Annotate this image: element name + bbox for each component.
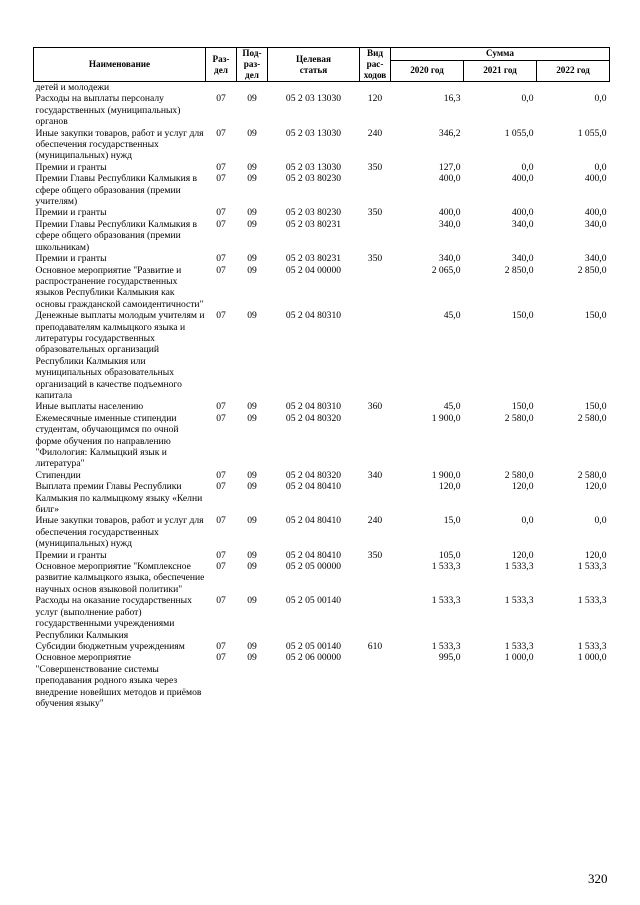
row-2022-cell: 400,0 xyxy=(584,207,607,219)
row-podrazdel-cell: 09 xyxy=(247,207,257,219)
row-vid-cell xyxy=(360,413,391,470)
row-podrazdel-cell: 09 xyxy=(247,264,257,276)
row-2022-cell: 150,0 xyxy=(584,401,607,413)
row-2022-cell: 0,0 xyxy=(594,93,607,105)
row-vid-cell xyxy=(360,265,391,311)
table-row xyxy=(34,515,610,549)
row-2022-cell: 0,0 xyxy=(594,161,607,173)
row-name-cell: Основное мероприятие "Развитие и распространение государственных языков Республики Калмыкия как основы гражданской самоидентичности" xyxy=(35,264,204,310)
row-target-cell: 05 2 04 80310 xyxy=(285,401,342,413)
row-razdel-cell: 07 xyxy=(216,561,226,573)
row-vid-cell: 360 xyxy=(367,401,383,413)
row-name-cell: Основное мероприятие "Комплексное развитие калмыцкого языка, обеспечение научных основ языковой политики" xyxy=(35,561,205,595)
col-2020-header: 2020 год xyxy=(391,60,464,81)
row-podrazdel-cell: 09 xyxy=(247,161,257,173)
table-row xyxy=(34,641,610,652)
row-podrazdel-cell: 09 xyxy=(247,549,257,561)
row-podrazdel-cell: 09 xyxy=(247,173,257,185)
row-name-cell: Выплата премии Главы Республики Калмыкия по калмыцкому языку «Келни билг» xyxy=(35,481,203,516)
table-row xyxy=(34,265,610,311)
row-name-cell: Субсидии бюджетным учреждениям xyxy=(35,640,185,652)
row-razdel-cell: 07 xyxy=(216,595,226,607)
row-2020-cell: 340,0 xyxy=(438,218,461,230)
row-razdel-cell: 07 xyxy=(216,640,226,652)
row-vid-cell xyxy=(360,481,391,515)
table-row xyxy=(34,219,610,253)
row-vid-cell xyxy=(360,652,391,709)
row-name-cell: Стипендии xyxy=(35,469,81,481)
row-2020-cell: 1 900,0 xyxy=(431,412,461,424)
row-target-cell: 05 2 05 00140 xyxy=(285,640,342,652)
row-vid-cell: 350 xyxy=(367,207,383,219)
row-razdel-cell: 07 xyxy=(216,481,226,493)
row-2020-cell: 120,0 xyxy=(438,481,461,493)
row-2022-cell: 120,0 xyxy=(584,549,607,561)
row-vid-cell xyxy=(360,173,391,207)
row-podrazdel-cell xyxy=(237,82,268,94)
row-podrazdel-cell: 09 xyxy=(247,652,257,664)
row-target-cell: 05 2 03 80230 xyxy=(285,207,342,219)
col-sum-header: Сумма xyxy=(391,48,610,61)
page-number: 320 xyxy=(588,871,608,886)
row-target-cell: 05 2 04 80410 xyxy=(285,549,342,561)
row-2022-cell: 2 580,0 xyxy=(577,469,607,481)
row-razdel-cell: 07 xyxy=(216,161,226,173)
col-podrazdel-header: Под- раз- дел xyxy=(237,48,268,82)
row-podrazdel-cell: 09 xyxy=(247,561,257,573)
row-podrazdel-cell: 09 xyxy=(247,481,257,493)
row-target-cell: 05 2 04 80320 xyxy=(285,469,342,481)
row-target-cell: 05 2 03 80230 xyxy=(285,173,342,185)
table-body xyxy=(34,82,610,710)
row-target-cell: 05 2 04 80410 xyxy=(285,515,342,527)
row-2020-cell: 346,2 xyxy=(438,127,461,139)
row-2020-cell: 1 533,3 xyxy=(431,640,461,652)
row-2021-cell: 120,0 xyxy=(511,549,534,561)
row-2022-cell: 1 533,3 xyxy=(577,595,607,607)
row-2020-cell: 340,0 xyxy=(438,253,461,265)
table-row xyxy=(34,173,610,207)
row-podrazdel-cell: 09 xyxy=(247,93,257,105)
table-row xyxy=(34,595,610,641)
row-vid-cell: 610 xyxy=(367,640,383,652)
row-2021-cell: 2 850,0 xyxy=(504,264,534,276)
row-razdel-cell xyxy=(206,82,237,94)
row-razdel-cell: 07 xyxy=(216,93,226,105)
row-2022-cell: 400,0 xyxy=(584,173,607,185)
row-2020-cell: 45,0 xyxy=(443,401,461,413)
row-2020-cell: 45,0 xyxy=(443,310,461,322)
row-vid-cell: 350 xyxy=(367,253,383,265)
row-2021-cell: 2 580,0 xyxy=(504,469,534,481)
row-2022-cell: 1 000,0 xyxy=(577,652,607,664)
row-target-cell: 05 2 04 80320 xyxy=(285,412,342,424)
row-2020-cell: 400,0 xyxy=(438,207,461,219)
row-podrazdel-cell: 09 xyxy=(247,253,257,265)
table-row xyxy=(34,207,610,218)
col-razdel-header: Раз- дел xyxy=(206,48,237,82)
row-target-cell xyxy=(268,82,360,94)
table-row xyxy=(34,82,610,94)
row-name-cell: Иные выплаты населению xyxy=(35,401,144,413)
row-2022-cell: 2 580,0 xyxy=(577,412,607,424)
table-row xyxy=(34,652,610,709)
row-2021-cell: 150,0 xyxy=(511,401,534,413)
row-razdel-cell: 07 xyxy=(216,652,226,664)
row-podrazdel-cell: 09 xyxy=(247,515,257,527)
table-row xyxy=(34,401,610,412)
row-target-cell: 05 2 03 13030 xyxy=(285,161,342,173)
row-target-cell: 05 2 05 00140 xyxy=(285,595,342,607)
table-row xyxy=(34,413,610,470)
row-2022-cell: 340,0 xyxy=(584,253,607,265)
row-razdel-cell: 07 xyxy=(216,515,226,527)
row-vid-cell xyxy=(360,219,391,253)
row-2021-cell: 0,0 xyxy=(521,161,534,173)
row-name-cell: Премии и гранты xyxy=(35,253,107,265)
row-2020-cell xyxy=(391,82,464,94)
row-2021-cell: 1 533,3 xyxy=(504,561,534,573)
row-2020-cell: 16,3 xyxy=(443,93,461,105)
row-vid-cell: 350 xyxy=(367,549,383,561)
row-razdel-cell: 07 xyxy=(216,469,226,481)
row-2022-cell: 2 850,0 xyxy=(577,264,607,276)
row-name-cell: Денежные выплаты молодым учителям и преподавателям калмыцкого языка и литературы государственных образовательных организаций Республики Калмыкия или муниципальных образовательных организаций в качестве подъемного капитала xyxy=(35,310,205,401)
col-vid-header: Вид рас- ходов xyxy=(360,48,391,82)
row-vid-cell xyxy=(360,310,391,401)
row-2022-cell: 1 533,3 xyxy=(577,640,607,652)
table-row xyxy=(34,253,610,264)
row-2021-cell: 1 533,3 xyxy=(504,595,534,607)
row-name-cell: Премии и гранты xyxy=(35,207,107,219)
row-razdel-cell: 07 xyxy=(216,412,226,424)
row-2022-cell: 0,0 xyxy=(594,515,607,527)
row-target-cell: 05 2 06 00000 xyxy=(285,652,342,664)
row-2020-cell: 400,0 xyxy=(438,173,461,185)
table-row xyxy=(34,93,610,127)
row-2022-cell: 1 533,3 xyxy=(577,561,607,573)
row-name-cell: детей и молодежи xyxy=(35,82,110,93)
row-podrazdel-cell: 09 xyxy=(247,640,257,652)
budget-table xyxy=(33,47,610,709)
table-row xyxy=(34,481,610,515)
row-vid-cell xyxy=(360,561,391,595)
row-podrazdel-cell: 09 xyxy=(247,127,257,139)
table-row xyxy=(34,310,610,401)
row-razdel-cell: 07 xyxy=(216,207,226,219)
row-vid-cell: 350 xyxy=(367,161,383,173)
row-podrazdel-cell: 09 xyxy=(247,469,257,481)
row-name-cell: Ежемесячные именные стипендии студентам, обучающимся по очной форме обучения по направлению "Филология: Калмыцкий язык и литература" xyxy=(35,412,179,470)
row-2021-cell: 2 580,0 xyxy=(504,412,534,424)
row-2021-cell: 1 533,3 xyxy=(504,640,534,652)
row-2020-cell: 2 065,0 xyxy=(431,264,461,276)
row-vid-cell: 120 xyxy=(367,93,383,105)
row-2022-cell: 150,0 xyxy=(584,310,607,322)
row-2021-cell xyxy=(464,82,537,94)
row-2020-cell: 105,0 xyxy=(438,549,461,561)
row-2021-cell: 120,0 xyxy=(511,481,534,493)
row-2020-cell: 15,0 xyxy=(443,515,461,527)
row-podrazdel-cell: 09 xyxy=(247,412,257,424)
row-2022-cell: 1 055,0 xyxy=(577,127,607,139)
row-razdel-cell: 07 xyxy=(216,264,226,276)
row-target-cell: 05 2 03 13030 xyxy=(285,93,342,105)
row-2020-cell: 1 533,3 xyxy=(431,561,461,573)
row-name-cell: Премии Главы Республики Калмыкия в сфере общего образования (премии учителям) xyxy=(35,173,198,208)
row-razdel-cell: 07 xyxy=(216,218,226,230)
row-2021-cell: 150,0 xyxy=(511,310,534,322)
row-2021-cell: 0,0 xyxy=(521,93,534,105)
table-row xyxy=(34,128,610,162)
row-vid-cell: 240 xyxy=(367,127,383,139)
row-vid-cell: 340 xyxy=(367,469,383,481)
row-target-cell: 05 2 04 80410 xyxy=(285,481,342,493)
row-name-cell: Расходы на оказание государственных услуг (выполнение работ) государственными учреждениями Республики Калмыкия xyxy=(35,595,192,641)
row-2021-cell: 400,0 xyxy=(511,207,534,219)
row-2020-cell: 995,0 xyxy=(438,652,461,664)
row-2020-cell: 1 900,0 xyxy=(431,469,461,481)
row-name-cell: Премии Главы Республики Калмыкия в сфере общего образования (премии школьникам) xyxy=(35,218,198,253)
row-razdel-cell: 07 xyxy=(216,127,226,139)
col-2021-header: 2021 год xyxy=(464,60,537,81)
row-target-cell: 05 2 03 80231 xyxy=(285,253,342,265)
col-2022-header: 2022 год xyxy=(537,60,610,81)
table-row xyxy=(34,470,610,481)
row-target-cell: 05 2 04 80310 xyxy=(285,310,342,322)
col-target-header: Целевая статья xyxy=(268,48,360,82)
table-header xyxy=(34,48,610,82)
col-name-header: Наименование xyxy=(34,48,206,82)
row-2022-cell xyxy=(537,82,610,94)
row-razdel-cell: 07 xyxy=(216,549,226,561)
row-vid-cell xyxy=(360,595,391,641)
table-row xyxy=(34,162,610,173)
row-2022-cell: 340,0 xyxy=(584,218,607,230)
row-podrazdel-cell: 09 xyxy=(247,595,257,607)
row-vid-cell: 240 xyxy=(367,515,383,527)
document-page xyxy=(33,47,609,709)
table-row xyxy=(34,561,610,595)
row-name-cell: Иные закупки товаров, работ и услуг для обеспечения государственных (муниципальных) нужд xyxy=(35,127,204,162)
row-2020-cell: 127,0 xyxy=(438,161,461,173)
row-2021-cell: 340,0 xyxy=(511,218,534,230)
row-razdel-cell: 07 xyxy=(216,310,226,322)
row-name-cell: Премии и гранты xyxy=(35,161,107,173)
row-target-cell: 05 2 03 80231 xyxy=(285,218,342,230)
row-2021-cell: 1 000,0 xyxy=(504,652,534,664)
row-podrazdel-cell: 09 xyxy=(247,401,257,413)
row-name-cell: Премии и гранты xyxy=(35,549,107,561)
row-2022-cell: 120,0 xyxy=(584,481,607,493)
row-name-cell: Расходы на выплаты персоналу государственных (муниципальных) органов xyxy=(35,93,181,128)
row-2021-cell: 340,0 xyxy=(511,253,534,265)
row-target-cell: 05 2 05 00000 xyxy=(285,561,342,573)
row-name-cell: Иные закупки товаров, работ и услуг для обеспечения государственных (муниципальных) нужд xyxy=(35,515,204,550)
row-razdel-cell: 07 xyxy=(216,173,226,185)
row-2020-cell: 1 533,3 xyxy=(431,595,461,607)
row-vid-cell xyxy=(360,82,391,94)
row-razdel-cell: 07 xyxy=(216,401,226,413)
row-podrazdel-cell: 09 xyxy=(247,310,257,322)
row-name-cell: Основное мероприятие "Совершенствование системы преподавания родного языка через внедрение новейших методов и приёмов обучения языку" xyxy=(35,652,202,709)
row-2021-cell: 1 055,0 xyxy=(504,127,534,139)
row-target-cell: 05 2 03 13030 xyxy=(285,127,342,139)
row-target-cell: 05 2 04 00000 xyxy=(285,264,342,276)
row-2021-cell: 0,0 xyxy=(521,515,534,527)
row-podrazdel-cell: 09 xyxy=(247,218,257,230)
table-row xyxy=(34,550,610,561)
row-razdel-cell: 07 xyxy=(216,253,226,265)
row-2021-cell: 400,0 xyxy=(511,173,534,185)
